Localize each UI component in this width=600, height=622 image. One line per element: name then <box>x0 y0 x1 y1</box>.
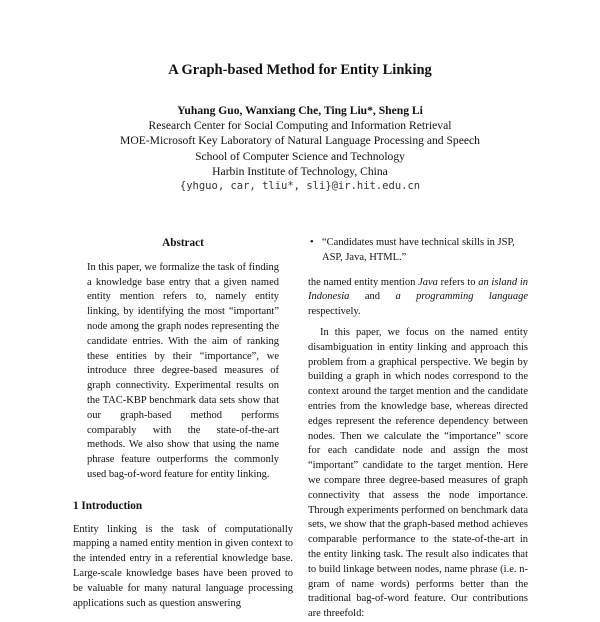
introduction-text: Entity linking is the task of computationally mapping a named entity mention in given context to the intended entry in a referential knowledge base. Large-scale knowledge bases have been proved to be valuable for many natural language processing applications such as question answering <box>73 523 293 609</box>
approach-paragraph: In this paper, we focus on the named entity disambiguation in entity linking and approach this problem from a graphical perspective. We begin by building a graph in which nodes correspond to the context around the target mention and the candidate entries from the knowledge base, whereas directed edges represent the reference dependency between nodes. Then we calculate the “importance” score for each candidate node and assign the most “important” candidate to the target mention. Here we compare three degree-based measures of graph connectivity that assess the node importance. Through experiments performed on benchmark data sets, we show that the graph-based method achieves comparable performance to the state-of-the-art in the entity linking task. The result also indicates that to build linkage between nodes, name phrase (i.e. n-gram of name words) performs better than the traditional bag-of-word feature. Our contributions are threefold: <box>308 326 528 620</box>
term-island: an island in Indonesia <box>308 276 528 303</box>
term-java: Java <box>418 276 438 288</box>
affiliation-line: MOE-Microsoft Key Laboratory of Natural Language Processing and Speech <box>120 134 480 148</box>
affiliation-line: Harbin Institute of Technology, China <box>212 164 388 178</box>
bullet-text: “Candidates must have technical skills in JSP, ASP, Java, HTML.” <box>322 237 515 263</box>
example-bullet <box>308 236 528 266</box>
term-language: a programming language <box>395 291 528 303</box>
paper-title: A Graph-based Method for Entity Linking <box>168 62 432 78</box>
author-block <box>0 103 600 194</box>
author-email: {yhguo, car, tliu*, sli}@ir.hit.edu.cn <box>179 180 421 193</box>
affiliation-line: School of Computer Science and Technology <box>195 149 405 163</box>
author-names: Yuhang Guo, Wanxiang Che, Ting Liu*, Sheng Li <box>177 104 423 117</box>
abstract-text: In this paper, we formalize the task of finding a knowledge base entry that a given named entity mention refers to, namely entity linking, by identifying the most “important” node among the graph nodes representing the candidate entries. With the aim of ranking these entities by their “importance”, we introduce three degree-based measures of graph connectivity. Experimental results on the TAC-KBP benchmark data sets show that our graph-based method performs comparably with the state-of-the-art methods. We also show that using the name phrase feature outperforms the commonly used bag-of-word feature for entity linking. <box>87 261 279 480</box>
right-column <box>308 236 528 622</box>
affiliation-line: Research Center for Social Computing and Information Retrieval <box>148 119 452 133</box>
introduction-heading: 1 Introduction <box>73 499 143 512</box>
abstract-heading: Abstract <box>162 237 204 249</box>
left-column <box>73 236 293 611</box>
example-explanation: the named entity mention Java refers to an island in Indonesia and a programming language respectively. <box>308 276 528 318</box>
bullet-icon: • <box>310 237 314 248</box>
